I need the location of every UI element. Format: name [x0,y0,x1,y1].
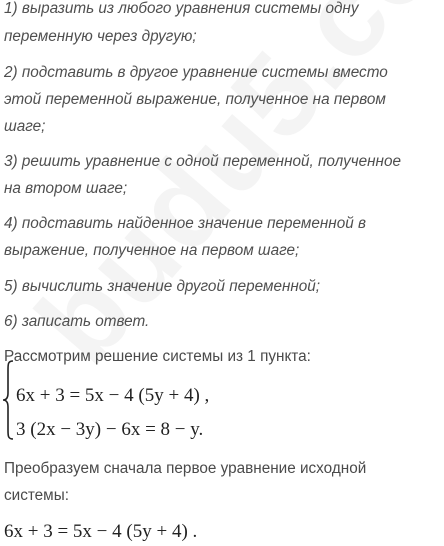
step-1-line-1: 1) выразить из любого уравнения системы одну [4,0,359,17]
system-equation-2: 3 (2x − 3y) − 6x = 8 − y. [16,419,204,440]
step-4-line-2: выражение, полученное на первом шаге; [4,242,300,259]
step-2-line-1: 2) подставить в другое уравнение системы вместо [4,64,388,81]
step-3-line-1: 3) решить уравнение с одной переменной, полученное [4,153,401,170]
intro-text: Рассмотрим решение системы из 1 пункта: [4,348,311,365]
step-1-line-2: переменную через другую; [4,28,197,45]
step-5-line-1: 5) вычислить значение другой переменной; [4,278,321,295]
step-6-line-1: 6) записать ответ. [4,313,150,330]
first-equation: 6x + 3 = 5x − 4 (5y + 4) . [4,521,198,542]
step-2-line-3: шаге; [4,118,46,135]
transform-line-1: Преобразуем сначала первое уравнение исходной [4,460,367,477]
transform-line-2: системы: [4,487,69,504]
step-2-line-2: этой переменной выражение, полученное на первом [4,91,386,108]
system-brace [2,360,14,440]
step-3-line-2: на втором шаге; [4,180,128,197]
system-equation-1: 6x + 3 = 5x − 4 (5y + 4) , [16,385,210,406]
step-4-line-1: 4) подставить найденное значение переменной в [4,215,366,232]
